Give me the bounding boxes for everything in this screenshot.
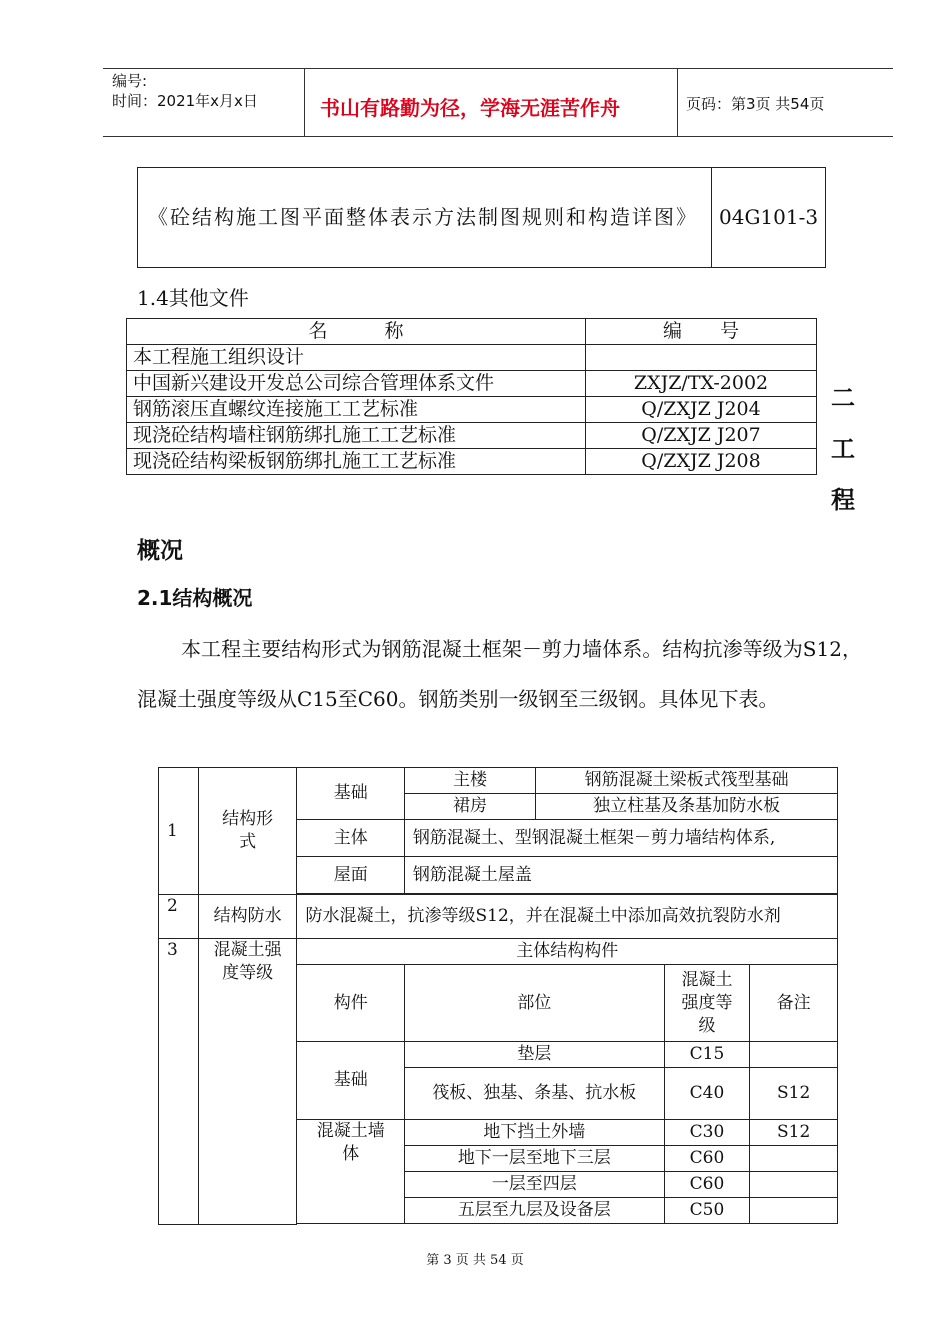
table-row bbox=[127, 345, 817, 371]
podium-cell: 裙房 bbox=[404, 794, 535, 820]
subtable-title: 主体结构构件 bbox=[297, 939, 838, 965]
member-cell: 基础 bbox=[297, 1042, 404, 1120]
location-cell: 筏板、独基、条基、抗水板 bbox=[404, 1068, 664, 1120]
column-header-member: 构件 bbox=[297, 965, 404, 1042]
podium-desc: 独立柱基及条基加防水板 bbox=[536, 794, 838, 820]
grade-cell: C40 bbox=[664, 1068, 750, 1120]
header-bottom-rule bbox=[103, 136, 893, 137]
other-documents-table bbox=[126, 318, 817, 475]
doc-code bbox=[586, 345, 817, 371]
doc-code: Q/ZXJZ J204 bbox=[586, 397, 817, 423]
section-2-1-heading: 2.1结构概况 bbox=[137, 586, 253, 610]
remark-cell bbox=[750, 1172, 838, 1198]
location-cell: 一层至四层 bbox=[404, 1172, 664, 1198]
motto: 书山有路勤为径，学海无涯苦作舟 bbox=[320, 96, 620, 120]
location-cell: 垫层 bbox=[404, 1042, 664, 1068]
column-header-code: 编 号 bbox=[586, 319, 817, 345]
table-header-row bbox=[127, 319, 817, 345]
overview-heading: 概况 bbox=[137, 538, 183, 564]
roof-desc: 钢筋混凝土屋盖 bbox=[404, 857, 837, 894]
remark-cell: S12 bbox=[750, 1120, 838, 1146]
row-label: 混凝土强度等级 bbox=[198, 939, 297, 1225]
row-number: 2 bbox=[159, 895, 199, 939]
member-cell: 混凝土墙体 bbox=[297, 1120, 404, 1224]
side-heading-char: 二 bbox=[831, 384, 855, 412]
doc-name: 中国新兴建设开发总公司综合管理体系文件 bbox=[127, 371, 586, 397]
header-divider bbox=[304, 68, 305, 136]
reference-code: 04G101-3 bbox=[712, 168, 826, 268]
doc-code: Q/ZXJZ J208 bbox=[586, 449, 817, 475]
main-building-desc: 钢筋混凝土梁板式筏型基础 bbox=[536, 768, 838, 794]
location-cell: 五层至九层及设备层 bbox=[404, 1198, 664, 1224]
remark-cell bbox=[750, 1042, 838, 1068]
doc-name: 现浇砼结构墙柱钢筋绑扎施工工艺标准 bbox=[127, 423, 586, 449]
row-label: 结构形式 bbox=[198, 768, 297, 895]
grade-cell: C15 bbox=[664, 1042, 750, 1068]
remark-cell: S12 bbox=[750, 1068, 838, 1120]
serial-label: 编号: bbox=[112, 72, 148, 90]
structure-paragraph: 本工程主要结构形式为钢筋混凝土框架－剪力墙体系。结构抗渗等级为S12，混凝土强度等级从C15至C60。钢筋类别一级钢至三级钢。具体见下表。 bbox=[137, 637, 862, 711]
doc-name: 本工程施工组织设计 bbox=[127, 345, 586, 371]
table-row bbox=[127, 449, 817, 475]
remark-cell bbox=[750, 1146, 838, 1172]
main-body-cell: 主体 bbox=[297, 820, 404, 857]
grade-cell: C60 bbox=[664, 1172, 750, 1198]
table-row bbox=[127, 397, 817, 423]
doc-code: ZXJZ/TX-2002 bbox=[586, 371, 817, 397]
page-footer: 第 3 页 共 54 页 bbox=[426, 1253, 524, 1268]
reference-box bbox=[137, 167, 826, 268]
side-heading-char: 工 bbox=[831, 435, 855, 463]
column-header-name: 名 称 bbox=[127, 319, 586, 345]
grade-cell: C50 bbox=[664, 1198, 750, 1224]
foundation-cell: 基础 bbox=[297, 768, 404, 820]
reference-title: 《砼结构施工图平面整体表示方法制图规则和构造详图》 bbox=[138, 168, 712, 268]
column-header-location: 部位 bbox=[404, 965, 664, 1042]
row-label: 结构防水 bbox=[198, 895, 297, 939]
main-building-cell: 主楼 bbox=[404, 768, 535, 794]
structure-table bbox=[158, 767, 838, 1225]
doc-name: 钢筋滚压直螺纹连接施工工艺标准 bbox=[127, 397, 586, 423]
grade-cell: C60 bbox=[664, 1146, 750, 1172]
side-heading-char: 程 bbox=[831, 486, 855, 514]
page-label: 页码：第3页 共54页 bbox=[686, 95, 825, 113]
doc-code: Q/ZXJZ J207 bbox=[586, 423, 817, 449]
remark-cell bbox=[750, 1198, 838, 1224]
row-number: 3 bbox=[159, 939, 199, 1225]
header-top-rule bbox=[103, 68, 893, 69]
main-body-desc: 钢筋混凝土、型钢混凝土框架－剪力墙结构体系, bbox=[404, 820, 837, 857]
doc-name: 现浇砼结构梁板钢筋绑扎施工工艺标准 bbox=[127, 449, 586, 475]
column-header-grade: 混凝土强度等级 bbox=[664, 965, 750, 1042]
header-divider bbox=[677, 68, 678, 136]
roof-cell: 屋面 bbox=[297, 857, 404, 894]
date-label: 时间：2021年x月x日 bbox=[112, 92, 258, 110]
table-row bbox=[127, 371, 817, 397]
table-row bbox=[127, 423, 817, 449]
location-cell: 地下挡土外墙 bbox=[404, 1120, 664, 1146]
section-1-4-heading: 1.4其他文件 bbox=[137, 286, 249, 310]
row-number: 1 bbox=[159, 768, 199, 895]
waterproof-desc: 防水混凝土，抗渗等级S12，并在混凝土中添加高效抗裂防水剂 bbox=[297, 895, 838, 939]
grade-cell: C30 bbox=[664, 1120, 750, 1146]
column-header-remark: 备注 bbox=[750, 965, 838, 1042]
location-cell: 地下一层至地下三层 bbox=[404, 1146, 664, 1172]
